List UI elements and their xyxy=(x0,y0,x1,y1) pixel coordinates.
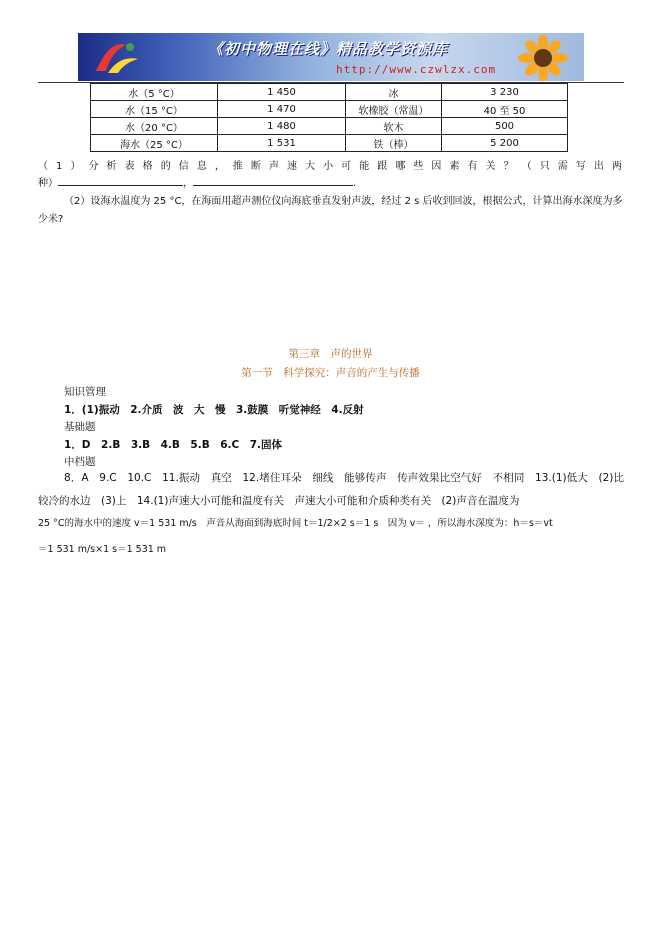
table-row xyxy=(91,84,568,101)
blank-separator: ， xyxy=(183,178,193,189)
table-cell: 1 470 xyxy=(218,101,346,118)
banner-title: 《初中物理在线》精品教学资源库 xyxy=(208,40,449,58)
answers-mid-line2: 25 °C的海水中的速度 v＝1 531 m/s 声音从海面到海底时间 t＝1/2×2 s＝1 s 因为 v＝ ，所以海水深度为：h＝s＝vt xyxy=(38,518,553,529)
table-cell: 水（5 °C） xyxy=(91,84,218,101)
header-banner xyxy=(78,33,584,81)
sunflower-icon xyxy=(512,35,574,81)
table-cell: 5 200 xyxy=(442,135,568,152)
blank-end: . xyxy=(353,178,357,189)
question-1-prefix: 种） xyxy=(38,178,58,189)
table-cell: 冰 xyxy=(346,84,442,101)
sound-speed-table xyxy=(90,83,568,152)
chapter-title: 第三章 声的世界 xyxy=(288,348,373,360)
table-row xyxy=(91,118,568,135)
question-2-text: （2）设海水温度为 25 °C，在海面用超声测位仪向海底垂直发射声波，经过 2 s 后收到回波，根据公式，计算出海水深度为多少米? xyxy=(38,196,623,225)
table-cell: 水（20 °C） xyxy=(91,118,218,135)
heading-basic: 基础题 xyxy=(64,421,96,433)
table-cell: 40 至 50 xyxy=(442,101,568,118)
banner-url: http://www.czwlzx.com xyxy=(336,63,497,76)
answers-mid-line3: ＝1 531 m/s×1 s＝1 531 m xyxy=(38,544,167,555)
table-cell: 1 531 xyxy=(218,135,346,152)
answer-blank-1[interactable] xyxy=(58,175,183,186)
section-title: 第一节 科学探究：声音的产生与传播 xyxy=(241,367,420,379)
table-row xyxy=(91,101,568,118)
table-cell: 3 230 xyxy=(442,84,568,101)
question-1-text: （1）分析表格的信息，推断声速大小可能跟哪些因素有关？（只需写出两 xyxy=(38,161,624,172)
table-cell: 软木 xyxy=(346,118,442,135)
heading-mid: 中档题 xyxy=(64,456,96,468)
question-1-answer-line xyxy=(38,175,356,193)
table-cell: 1 450 xyxy=(218,84,346,101)
answers-mid: 8．A 9.C 10.C 11.振动 真空 12.堵住耳朵 细线 能够传声 传声效果比空气好 不相同 13.(1)低大 (2)比较冷的水边 (3)上 14.(1)声速大小可能和温度有关 声速大小可能和介质种类有关 (2)声音在温度为 xyxy=(38,472,624,507)
table-cell: 海水（25 °C） xyxy=(91,135,218,152)
answers-knowledge: 1．(1)振动 2.介质 波 大 慢 3.鼓膜 听觉神经 4.反射 xyxy=(64,404,364,416)
table-cell: 1 480 xyxy=(218,118,346,135)
answers-basic: 1．D 2.B 3.B 4.B 5.B 6.C 7.固体 xyxy=(64,439,283,451)
answer-blank-2[interactable] xyxy=(193,175,353,186)
table-cell: 水（15 °C） xyxy=(91,101,218,118)
site-logo-icon xyxy=(86,37,146,77)
table-cell: 500 xyxy=(442,118,568,135)
table-row xyxy=(91,135,568,152)
table-cell: 铁（棒） xyxy=(346,135,442,152)
heading-knowledge: 知识管理 xyxy=(64,386,106,398)
table-cell: 软橡胶（常温） xyxy=(346,101,442,118)
